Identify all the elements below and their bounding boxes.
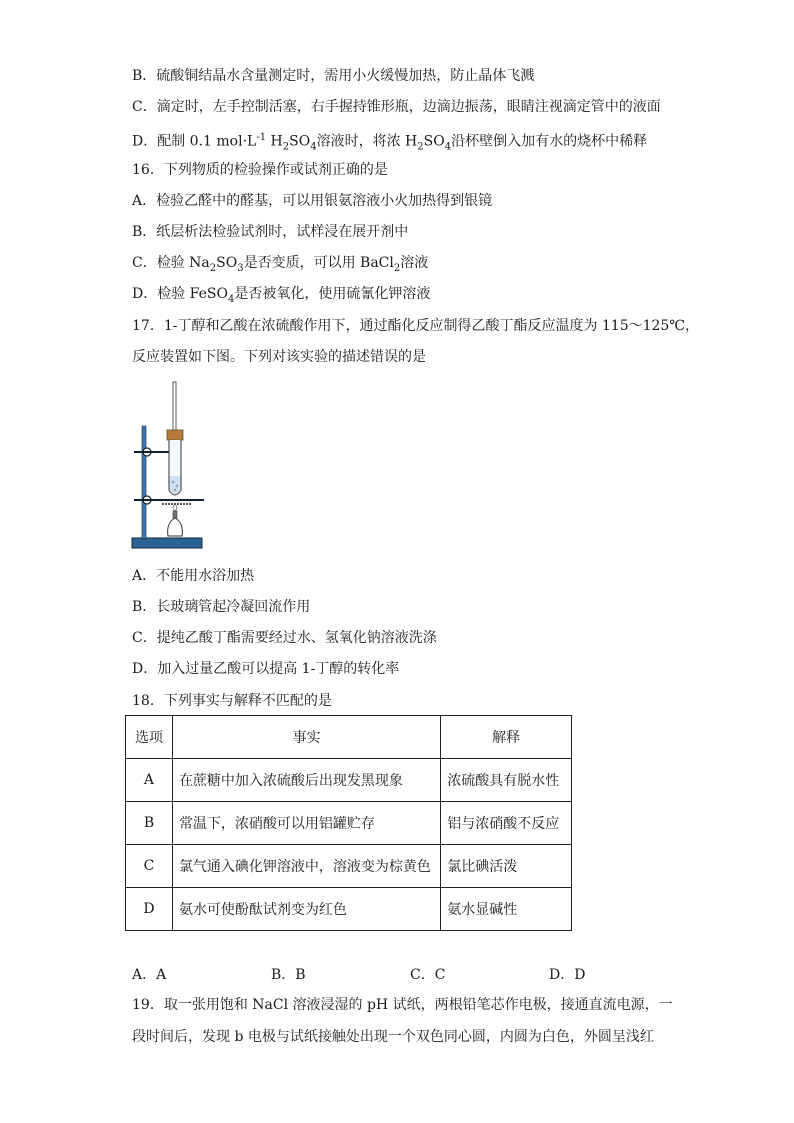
- q18-choice-a: A．A: [132, 967, 167, 983]
- q15-option-d: D．配制 0.1 $mol\cdot L^{-1}$ $H_2SO_4$溶液时，将浓 $H_2SO_4$沿杯壁倒入加有水的烧杯中稀释: [132, 132, 648, 153]
- q15-option-c: C．滴定时，左手控制活塞，右手握持锥形瓶，边滴边振荡，眼睛注视滴定管中的液面: [132, 99, 661, 115]
- q16-stem: 16．下列物质的检验操作或试剂正确的是: [132, 162, 388, 178]
- row-option: A: [126, 759, 173, 802]
- q18-choice-b: B．B: [271, 967, 306, 983]
- row-explanation: 氨水显碱性: [441, 888, 572, 931]
- q17-option-a: A．不能用水浴加热: [132, 568, 255, 584]
- q16-option-b: B．纸层析法检验试剂时，试样浸在展开剂中: [132, 224, 409, 240]
- q18-choice-c: C．C: [410, 967, 446, 983]
- q15-option-b: B．硫酸铜结晶水含量测定时，需用小火缓慢加热，防止晶体飞溅: [132, 68, 535, 84]
- facts-table: [125, 715, 572, 931]
- q17-option-c: C．提纯乙酸丁酯需要经过水、氢氧化钠溶液洗涤: [132, 630, 437, 646]
- table-row: [126, 802, 572, 845]
- table-row: [126, 888, 572, 931]
- row-fact: 氯气通入碘化钾溶液中，溶液变为棕黄色: [172, 845, 440, 888]
- row-explanation: 浓硫酸具有脱水性: [441, 759, 572, 802]
- q18-choice-d: D．D: [549, 967, 586, 983]
- reflux-apparatus-figure: [130, 378, 210, 553]
- table-header-row: [126, 716, 572, 759]
- header-explanation: 解释: [441, 716, 572, 759]
- q16-option-a: A．检验乙醛中的醛基，可以用银氨溶液小火加热得到银镜: [132, 193, 493, 209]
- row-fact: 在蔗糖中加入浓硫酸后出现发黑现象: [172, 759, 440, 802]
- q18-stem: 18．下列事实与解释不匹配的是: [132, 693, 332, 709]
- header-option: 选项: [126, 716, 173, 759]
- q19-stem-line2: 段时间后，发现 b 电极与试纸接触处出现一个双色同心圆，内圆为白色，外圆呈浅红: [132, 1029, 654, 1045]
- row-option: B: [126, 802, 173, 845]
- row-option: D: [126, 888, 173, 931]
- table-row: [126, 759, 572, 802]
- row-fact: 氨水可使酚酞试剂变为红色: [172, 888, 440, 931]
- q17-option-d: D．加入过量乙酸可以提高 1-丁醇的转化率: [132, 661, 400, 677]
- q17-stem-line2: 反应装置如下图。下列对该实验的描述错误的是: [132, 349, 426, 365]
- row-explanation: 氯比碘活泼: [441, 845, 572, 888]
- q16-option-c: C．检验 $Na_2SO_3$是否变质，可以用 BaCl$_2$溶液: [132, 255, 429, 274]
- q16-option-d: D．检验 FeSO$_4$是否被氧化，使用硫氰化钾溶液: [132, 286, 431, 305]
- q17-option-b: B．长玻璃管起冷凝回流作用: [132, 599, 311, 615]
- table-row: [126, 845, 572, 888]
- row-option: C: [126, 845, 173, 888]
- header-fact: 事实: [172, 716, 440, 759]
- q19-stem-line1: 19．取一张用饱和 NaCl 溶液浸湿的 pH 试纸，两根铅笔芯作电极，接通直流电源，一: [132, 997, 673, 1013]
- q17-stem-line1: 17．1-丁醇和乙酸在浓硫酸作用下，通过酯化反应制得乙酸丁酯反应温度为 115～125℃，: [132, 318, 700, 334]
- row-fact: 常温下，浓硝酸可以用铝罐贮存: [172, 802, 440, 845]
- row-explanation: 铝与浓硝酸不反应: [441, 802, 572, 845]
